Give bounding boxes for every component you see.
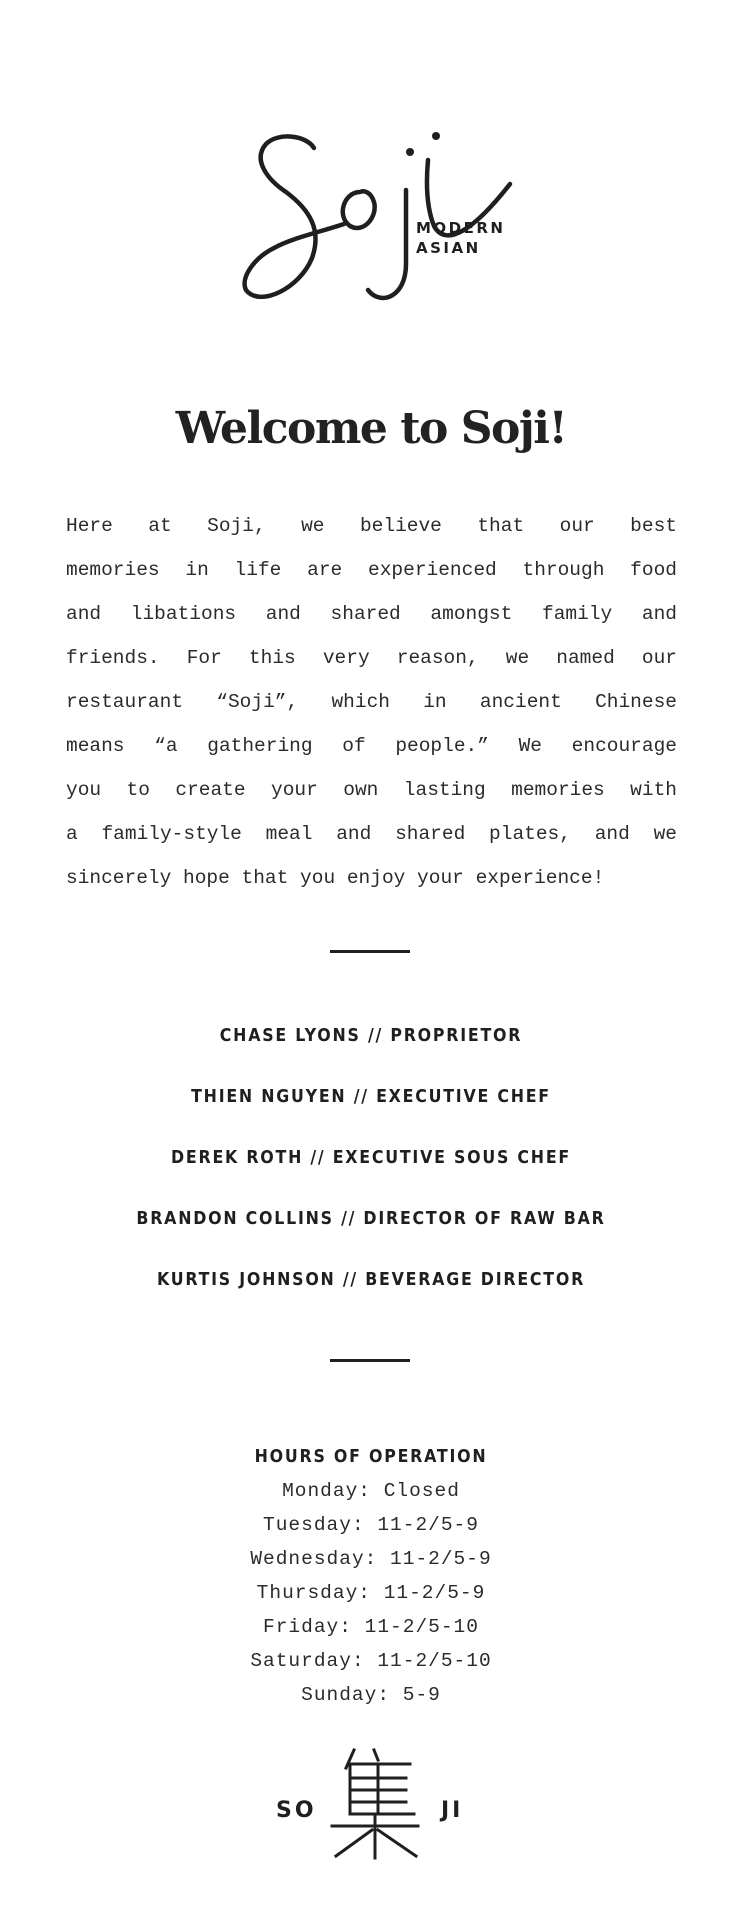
welcome-paragraph — [66, 504, 677, 900]
staff-item: CHASE LYONS // PROPRIETOR — [219, 1025, 523, 1046]
hours-item: Thursday: 11-2/5-9 — [256, 1582, 486, 1604]
hours-item: Saturday: 11-2/5-10 — [250, 1650, 492, 1672]
staff-item: KURTIS JOHNSON // BEVERAGE DIRECTOR — [156, 1269, 586, 1290]
paragraph-line: means “a gathering of people.” We encourage — [66, 735, 677, 757]
paragraph-line: and libations and shared amongst family and — [66, 603, 677, 625]
hours-item: Monday: Closed — [282, 1480, 460, 1502]
section-divider — [330, 950, 410, 953]
logo-tagline — [416, 218, 505, 258]
hours-list — [0, 1480, 742, 1718]
hours-item: Tuesday: 11-2/5-9 — [263, 1514, 479, 1536]
footer-ji: JI — [441, 1798, 464, 1823]
paragraph-line: Here at Soji, we believe that our best — [66, 515, 677, 537]
footer-so: SO — [276, 1798, 317, 1823]
staff-item: THIEN NGUYEN // EXECUTIVE CHEF — [191, 1086, 551, 1107]
staff-item: BRANDON COLLINS // DIRECTOR OF RAW BAR — [136, 1208, 606, 1229]
welcome-title: Welcome to Soji! — [175, 403, 567, 454]
paragraph-line: sincerely hope that you enjoy your experience! — [66, 867, 605, 889]
staff-item: DEREK ROTH // EXECUTIVE SOUS CHEF — [170, 1147, 571, 1168]
hours-heading: HOURS OF OPERATION — [254, 1446, 488, 1467]
tagline-modern: MODERN — [416, 219, 506, 237]
gathering-character-icon — [328, 1748, 422, 1860]
paragraph-line: you to create your own lasting memories with — [66, 779, 677, 801]
hours-item: Sunday: 5-9 — [301, 1684, 441, 1706]
paragraph-line: a family-style meal and shared plates, and we — [66, 823, 677, 845]
paragraph-line: friends. For this very reason, we named our — [66, 647, 677, 669]
tagline-asian: ASIAN — [416, 239, 481, 257]
hours-item: Friday: 11-2/5-10 — [263, 1616, 479, 1638]
hours-item: Wednesday: 11-2/5-9 — [250, 1548, 492, 1570]
paragraph-line: memories in life are experienced through food — [66, 559, 677, 581]
section-divider — [330, 1359, 410, 1362]
paragraph-line: restaurant “Soji”, which in ancient Chinese — [66, 691, 677, 713]
staff-list — [0, 1025, 742, 1330]
